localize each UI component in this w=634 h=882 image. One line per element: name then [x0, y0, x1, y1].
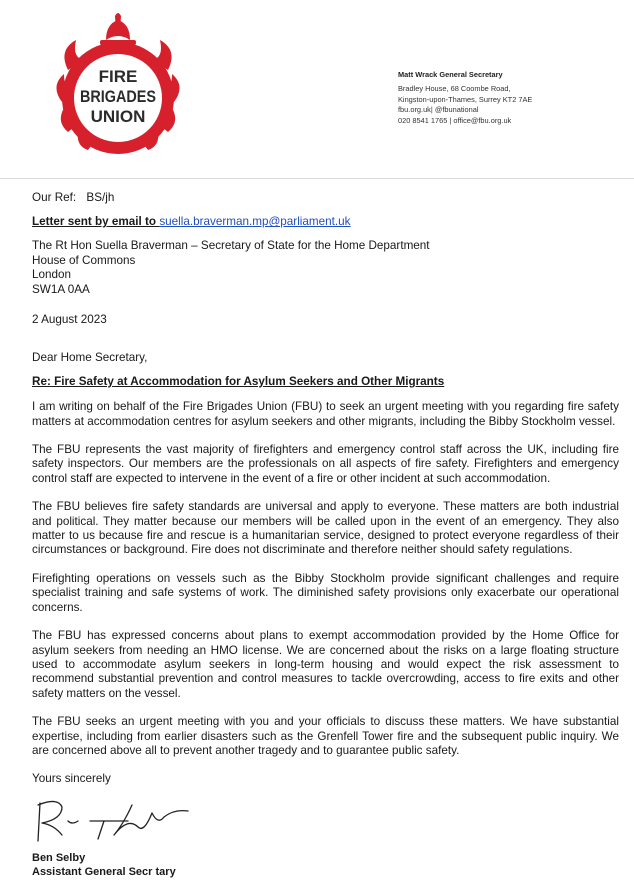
recipient-line: SW1A 0AA: [32, 283, 90, 297]
recipient-line: House of Commons: [32, 253, 136, 267]
sender-address-line: Kingston-upon-Thames, Surrey KT2 7AE: [398, 94, 533, 104]
signatory-title: Assistant General Secr tary: [32, 865, 176, 878]
reference-line: [32, 191, 619, 205]
sent-by-line: [32, 215, 619, 229]
handwritten-signature: [32, 791, 202, 847]
recipient-line: London: [32, 268, 72, 282]
letter-body: [32, 191, 619, 879]
signatory-name: Ben Selby: [32, 851, 86, 864]
body-paragraph: The FBU believes fire safety standards are universal and apply to everyone. These matters are both industrial and political. They matter because our members will be called upon in the event of an emergency. They also matter to us because fire and rescue is a humanitarian service, designed to protect everyone regardless of their circumstances or background. Fire does not discriminate and therefore neither should safety regulations.: [32, 500, 619, 557]
sender-name: Matt Wrack General Secretary: [398, 70, 503, 79]
sender-block: [398, 70, 532, 127]
logo-text-brigades: BRIGADES: [80, 87, 156, 106]
body-paragraph: I am writing on behalf of the Fire Brigades Union (FBU) to seek an urgent meeting with you regarding fire safety matters at accommodation centres for asylum seekers and other migrants, including the Bibby Stockholm vessel.: [32, 400, 619, 428]
helmet-icon: [100, 13, 136, 45]
subject-line: Re: Fire Safety at Accommodation for Asylum Seekers and Other Migrants: [32, 374, 445, 388]
header-divider: [0, 178, 634, 179]
reference-value: BS/jh: [86, 191, 115, 204]
letter-date: 2 August 2023: [32, 313, 107, 326]
body-paragraph: The FBU has expressed concerns about plans to exempt accommodation provided by the Home Office for asylum seekers from needing an HMO license. We are concerned about the risks on a large floating structure used to accommodate asylum seekers in long-term housing and would expect the risk assessment to recommend substantial prevention and control measures to tackle overcrowding, access to fire exits and other safety matters on the vessel.: [32, 629, 619, 700]
salutation: Dear Home Secretary,: [32, 351, 148, 365]
fbu-logo: [54, 10, 182, 160]
closing: Yours sincerely: [32, 772, 111, 786]
sent-by-prefix: Letter sent by email to: [32, 215, 157, 229]
recipient-line: The Rt Hon Suella Braverman – Secretary of State for the Home Department: [32, 238, 430, 252]
body-paragraph: Firefighting operations on vessels such as the Bibby Stockholm provide significant challenges and require specialist training and safe systems of work. The diminished safety provisions only exacerbate our operational concerns.: [32, 571, 619, 614]
body-paragraph: The FBU represents the vast majority of firefighters and emergency control staff across the UK, including fire safety inspectors. Our members are the professionals on all aspects of fire safety. Firefighters and emergency control staff are expected to intervene in the event of a fire or other incident at such accommodation.: [32, 443, 619, 485]
sender-web-social: fbu.org.uk| @fbunational: [398, 105, 479, 115]
recipient-address: [32, 239, 619, 298]
logo-text-union: UNION: [90, 107, 146, 126]
sender-phone-email: 020 8541 1765 | office@fbu.org.uk: [398, 116, 512, 126]
body-paragraph: The FBU seeks an urgent meeting with you and your officials to discuss these matters. We have substantial expertise, including from earlier disasters such as the Grenfell Tower fire and the subsequent public inquiry. We are concerned above all to prevent another tragedy and to guarantee public safety.: [32, 715, 619, 757]
logo-text-fire: FIRE: [98, 67, 138, 86]
sender-address-line: Bradley House, 68 Coombe Road,: [398, 83, 511, 93]
reference-label: Our Ref:: [32, 191, 77, 204]
recipient-email-link[interactable]: suella.braverman.mp@parliament.uk: [159, 215, 351, 229]
